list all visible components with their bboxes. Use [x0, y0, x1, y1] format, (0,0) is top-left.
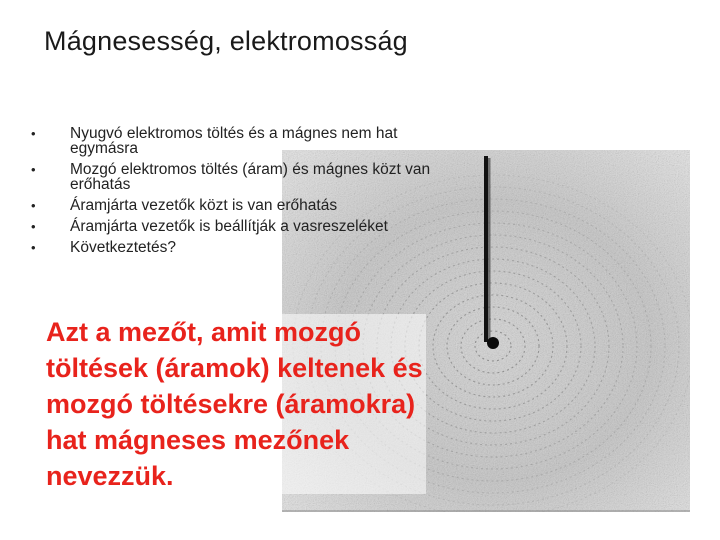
- bullet-text: Következtetés?: [70, 239, 176, 256]
- bullet-item: [28, 240, 468, 255]
- conclusion-text: Azt a mezőt, amit mozgó töltések (áramok) keltenek és mozgó töltésekre (áramokra) hat mágneses mezőnek nevezzük.: [46, 314, 426, 494]
- bullet-dot: •: [31, 162, 36, 177]
- bullet-dot: •: [31, 126, 36, 141]
- wire-end: [487, 337, 499, 349]
- wire: [484, 156, 488, 342]
- bullet-item: [28, 198, 468, 213]
- bullet-dot: •: [31, 240, 36, 255]
- bullet-text: Áramjárta vezetők közt is van erőhatás: [70, 197, 338, 214]
- bullet-text: Nyugvó elektromos töltés és a mágnes nem hat egymásra: [70, 125, 398, 157]
- bullet-text: Áramjárta vezetők is beállítják a vasreszeléket: [70, 218, 388, 235]
- bullet-item: [28, 126, 468, 156]
- bullet-text: Mozgó elektromos töltés (áram) és mágnes közt van erőhatás: [70, 161, 431, 193]
- bullet-dot: •: [31, 198, 36, 213]
- slide-title: Mágnesesség, elektromosság: [44, 26, 408, 56]
- bullet-dot: •: [31, 219, 36, 234]
- bullet-item: [28, 162, 468, 192]
- bullet-list: [28, 126, 468, 261]
- wire-shadow: [488, 158, 491, 342]
- bullet-item: [28, 219, 468, 234]
